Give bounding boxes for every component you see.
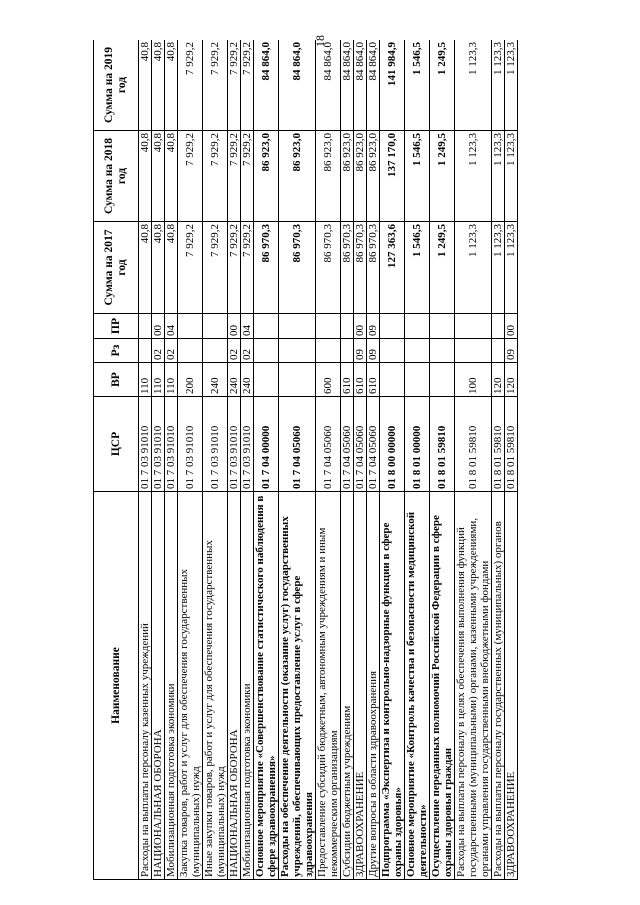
cell-s2019: 1 546,5	[405, 40, 430, 131]
table-row	[405, 40, 430, 880]
cell-s2019: 40,8	[139, 40, 152, 131]
cell-s2019: 84 864,0	[354, 40, 367, 131]
cell-rz	[380, 339, 405, 363]
cell-s2018: 7 929,2	[203, 131, 228, 222]
header-sum-2017: Сумма на 2017 год	[94, 222, 139, 314]
header-vr: ВР	[94, 363, 139, 397]
cell-s2019: 7 929,2	[203, 40, 228, 131]
cell-vr: 110	[165, 363, 178, 397]
cell-pr: 00	[152, 314, 165, 339]
cell-s2019: 40,8	[165, 40, 178, 131]
cell-vr: 240	[203, 363, 228, 397]
table-row	[316, 40, 341, 880]
cell-rz	[316, 339, 341, 363]
cell-rz: 09	[354, 339, 367, 363]
header-sum-2019: Сумма на 2019 год	[94, 40, 139, 131]
cell-name: Осуществление переданных полномочий Российской Федерации в сфере охраны здоровья граждан	[430, 492, 455, 880]
cell-csr: 01 7 03 91010	[228, 397, 241, 492]
cell-s2017: 1 546,5	[405, 222, 430, 314]
cell-s2017: 86 970,3	[279, 222, 316, 314]
cell-pr: 00	[228, 314, 241, 339]
cell-vr: 610	[367, 363, 380, 397]
cell-name: Подпрограмма «Экспертиза и контрольно-надзорные функции в сфере охраны здоровья»	[380, 492, 405, 880]
cell-rz	[203, 339, 228, 363]
cell-vr	[254, 363, 279, 397]
cell-s2017: 86 970,3	[367, 222, 380, 314]
cell-rz	[405, 339, 430, 363]
cell-csr: 01 8 01 00000	[405, 397, 430, 492]
table-row	[139, 40, 152, 880]
cell-pr	[492, 314, 505, 339]
header-pr: ПР	[94, 314, 139, 339]
cell-s2017: 7 929,2	[228, 222, 241, 314]
cell-vr: 120	[505, 363, 518, 397]
cell-pr	[316, 314, 341, 339]
cell-s2019: 1 123,3	[455, 40, 492, 131]
cell-vr: 110	[152, 363, 165, 397]
cell-s2019: 84 864,0	[279, 40, 316, 131]
cell-s2017: 86 970,3	[354, 222, 367, 314]
cell-s2017: 86 970,3	[254, 222, 279, 314]
cell-s2019: 7 929,2	[178, 40, 203, 131]
header-rz: Рз	[94, 339, 139, 363]
cell-vr	[430, 363, 455, 397]
table-row	[492, 40, 505, 880]
cell-csr: 01 7 04 05060	[354, 397, 367, 492]
cell-s2019: 1 249,5	[430, 40, 455, 131]
cell-csr: 01 8 01 59810	[455, 397, 492, 492]
cell-pr: 04	[165, 314, 178, 339]
cell-name: Расходы на выплаты персоналу государственных (муниципальных) органов	[492, 492, 505, 880]
cell-rz: 09	[367, 339, 380, 363]
cell-pr	[455, 314, 492, 339]
cell-csr: 01 7 04 05060	[316, 397, 341, 492]
cell-s2019: 1 123,3	[505, 40, 518, 131]
cell-s2019: 1 123,3	[492, 40, 505, 131]
cell-pr	[380, 314, 405, 339]
cell-rz	[279, 339, 316, 363]
cell-name: Мобилизационная подготовка экономики	[165, 492, 178, 880]
table-header-row	[94, 40, 139, 880]
cell-s2018: 86 923,0	[316, 131, 341, 222]
table-row	[455, 40, 492, 880]
cell-csr: 01 7 03 91010	[203, 397, 228, 492]
cell-rz: 02	[241, 339, 254, 363]
cell-vr: 240	[241, 363, 254, 397]
cell-name: Расходы на выплаты персоналу в целях обеспечения выполнения функций государственными (муниципальными) органами, казенными учреждениями, органами управления государственными внебюджетными фондами	[455, 492, 492, 880]
cell-vr: 110	[139, 363, 152, 397]
cell-rz: 02	[152, 339, 165, 363]
cell-vr: 600	[316, 363, 341, 397]
cell-s2018: 40,8	[139, 131, 152, 222]
cell-csr: 01 8 01 59810	[492, 397, 505, 492]
cell-s2017: 7 929,2	[178, 222, 203, 314]
cell-name: Основное мероприятие «Совершенствование статистического наблюдения в сфере здравоохранения»	[254, 492, 279, 880]
cell-pr	[139, 314, 152, 339]
cell-name: Иные закупки товаров, работ и услуг для обеспечения государственных (муниципальных) нужд	[203, 492, 228, 880]
cell-rz	[254, 339, 279, 363]
cell-rz	[430, 339, 455, 363]
table-row	[228, 40, 241, 880]
cell-csr: 01 7 03 91010	[241, 397, 254, 492]
cell-csr: 01 7 03 91010	[178, 397, 203, 492]
cell-s2017: 86 970,3	[341, 222, 354, 314]
cell-s2018: 7 929,2	[228, 131, 241, 222]
cell-s2017: 40,8	[152, 222, 165, 314]
cell-rz: 02	[165, 339, 178, 363]
cell-csr: 01 7 03 91010	[165, 397, 178, 492]
table-row	[341, 40, 354, 880]
cell-s2017: 1 123,3	[492, 222, 505, 314]
cell-s2018: 86 923,0	[367, 131, 380, 222]
cell-pr: 00	[354, 314, 367, 339]
cell-s2019: 84 864,0	[341, 40, 354, 131]
cell-csr: 01 8 01 59810	[430, 397, 455, 492]
cell-s2018: 40,8	[165, 131, 178, 222]
cell-s2017: 86 970,3	[316, 222, 341, 314]
cell-s2017: 40,8	[139, 222, 152, 314]
cell-pr	[279, 314, 316, 339]
table-row	[165, 40, 178, 880]
cell-vr: 610	[354, 363, 367, 397]
cell-name: Субсидии бюджетным учреждениям	[341, 492, 354, 880]
cell-rz	[492, 339, 505, 363]
cell-s2017: 1 249,5	[430, 222, 455, 314]
cell-csr: 01 7 03 91010	[139, 397, 152, 492]
table-row	[178, 40, 203, 880]
cell-s2017: 1 123,3	[505, 222, 518, 314]
table-row	[430, 40, 455, 880]
cell-rz	[455, 339, 492, 363]
cell-name: ЗДРАВООХРАНЕНИЕ	[505, 492, 518, 880]
cell-name: ЗДРАВООХРАНЕНИЕ	[354, 492, 367, 880]
cell-vr: 120	[492, 363, 505, 397]
cell-name: Основное мероприятие «Контроль качества и безопасности медицинской деятельности»	[405, 492, 430, 880]
cell-csr: 01 7 04 05060	[367, 397, 380, 492]
budget-table	[93, 40, 518, 880]
cell-pr: 00	[505, 314, 518, 339]
cell-s2017: 40,8	[165, 222, 178, 314]
cell-rz: 02	[228, 339, 241, 363]
cell-s2018: 86 923,0	[254, 131, 279, 222]
table-row	[279, 40, 316, 880]
cell-s2019: 141 984,9	[380, 40, 405, 131]
cell-s2017: 127 363,6	[380, 222, 405, 314]
cell-pr	[178, 314, 203, 339]
cell-vr: 610	[341, 363, 354, 397]
cell-s2018: 1 123,3	[492, 131, 505, 222]
cell-rz	[341, 339, 354, 363]
cell-name: Другие вопросы в области здравоохранения	[367, 492, 380, 880]
cell-csr: 01 8 01 59810	[505, 397, 518, 492]
cell-s2018: 7 929,2	[241, 131, 254, 222]
cell-s2018: 40,8	[152, 131, 165, 222]
table-row	[203, 40, 228, 880]
cell-name: НАЦИОНАЛЬНАЯ ОБОРОНА	[152, 492, 165, 880]
cell-s2017: 7 929,2	[203, 222, 228, 314]
cell-rz	[178, 339, 203, 363]
cell-csr: 01 7 04 05060	[341, 397, 354, 492]
cell-pr: 04	[241, 314, 254, 339]
cell-s2019: 84 864,0	[316, 40, 341, 131]
cell-pr	[341, 314, 354, 339]
table-row	[241, 40, 254, 880]
table-row	[254, 40, 279, 880]
cell-pr	[430, 314, 455, 339]
cell-s2018: 1 123,3	[505, 131, 518, 222]
cell-s2018: 86 923,0	[279, 131, 316, 222]
cell-pr	[254, 314, 279, 339]
cell-s2019: 7 929,2	[241, 40, 254, 131]
cell-s2019: 84 864,0	[367, 40, 380, 131]
table-row	[152, 40, 165, 880]
header-sum-2018: Сумма на 2018 год	[94, 131, 139, 222]
table-body	[139, 40, 518, 880]
rotated-table-container	[93, 40, 587, 880]
cell-vr	[380, 363, 405, 397]
cell-rz	[139, 339, 152, 363]
cell-s2018: 1 546,5	[405, 131, 430, 222]
cell-s2017: 1 123,3	[455, 222, 492, 314]
cell-s2019: 7 929,2	[228, 40, 241, 131]
cell-name: Предоставление субсидий бюджетным, автономным учреждениям и иным некоммерческим организациям	[316, 492, 341, 880]
cell-name: НАЦИОНАЛЬНАЯ ОБОРОНА	[228, 492, 241, 880]
cell-pr	[405, 314, 430, 339]
cell-s2018: 137 170,0	[380, 131, 405, 222]
cell-s2018: 86 923,0	[354, 131, 367, 222]
header-csr: ЦСР	[94, 397, 139, 492]
cell-name: Расходы на обеспечение деятельности (оказание услуг) государственных учреждений, обеспечивающих предоставление услуг в сфере здравоохранения	[279, 492, 316, 880]
cell-csr: 01 7 04 00000	[254, 397, 279, 492]
cell-s2018: 7 929,2	[178, 131, 203, 222]
cell-name: Расходы на выплаты персоналу казенных учреждений	[139, 492, 152, 880]
cell-csr: 01 7 03 91010	[152, 397, 165, 492]
cell-s2019: 84 864,0	[254, 40, 279, 131]
cell-name: Закупка товаров, работ и услуг для обеспечения государственных (муниципальных) нужд	[178, 492, 203, 880]
cell-s2018: 86 923,0	[341, 131, 354, 222]
cell-csr: 01 7 04 05060	[279, 397, 316, 492]
cell-s2019: 40,8	[152, 40, 165, 131]
cell-vr: 100	[455, 363, 492, 397]
cell-vr	[279, 363, 316, 397]
cell-vr	[405, 363, 430, 397]
table-row	[354, 40, 367, 880]
cell-vr: 200	[178, 363, 203, 397]
cell-pr	[203, 314, 228, 339]
cell-csr: 01 8 00 00000	[380, 397, 405, 492]
header-name: Наименование	[94, 492, 139, 880]
cell-vr: 240	[228, 363, 241, 397]
table-row	[367, 40, 380, 880]
cell-rz: 09	[505, 339, 518, 363]
cell-name: Мобилизационная подготовка экономики	[241, 492, 254, 880]
table-row	[380, 40, 405, 880]
cell-pr: 09	[367, 314, 380, 339]
table-viewport	[93, 40, 587, 880]
cell-s2018: 1 123,3	[455, 131, 492, 222]
page-number: 18	[313, 35, 327, 47]
table-row	[505, 40, 518, 880]
cell-s2018: 1 249,5	[430, 131, 455, 222]
cell-s2017: 7 929,2	[241, 222, 254, 314]
